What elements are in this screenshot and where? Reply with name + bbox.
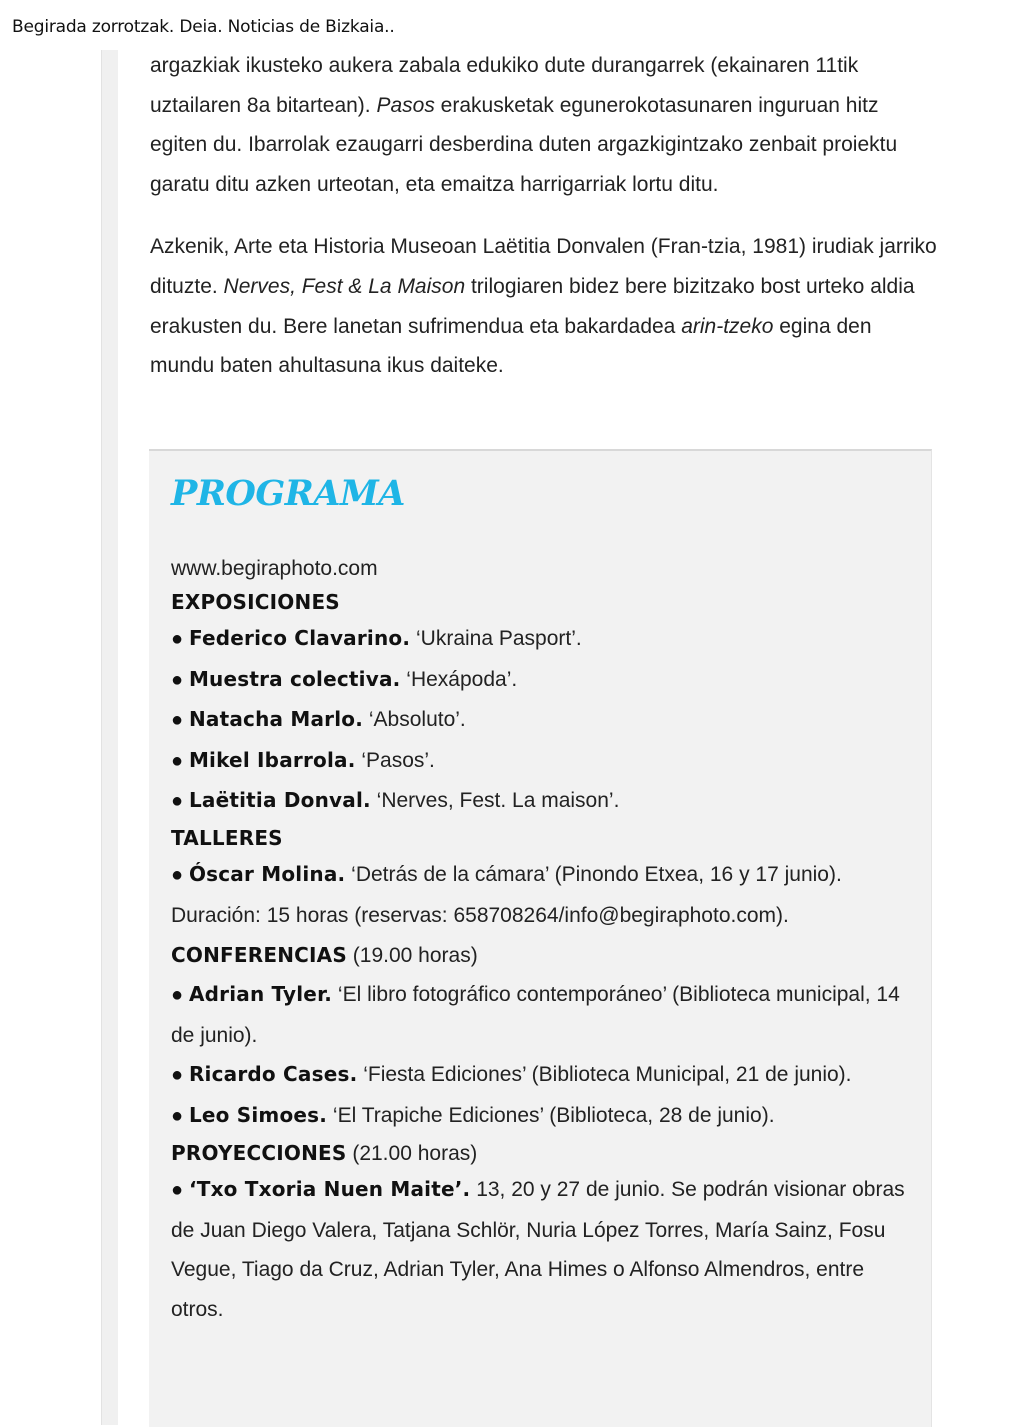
bullet-icon: ●: [171, 864, 184, 887]
website-link[interactable]: www.begiraphoto.com: [171, 557, 378, 580]
running-header: Begirada zorrotzak. Deia. Noticias de Bizkaia..: [12, 17, 395, 37]
section-heading-exposiciones: EXPOSICIONES: [171, 589, 340, 614]
italic-title: Pasos: [376, 93, 435, 117]
article-paragraph: Azkenik, Arte eta Historia Museoan Laëtitia Donvalen (Fran-tzia, 1981) irudiak jarriko dituzte. Nerves, Fest & La Maison trilogiaren bidez bere bizitzako bost urteko aldia erakusten du. Bere lanetan sufrimendua eta bakardadea arin-tzeko egina den mundu baten ahultasuna ikus daiteke.: [150, 235, 937, 378]
section-heading-talleres: TALLERES: [171, 825, 283, 850]
list-item: ● Federico Clavarino. ‘Ukraina Pasport’.: [171, 626, 582, 650]
section-heading-conferencias: CONFERENCIAS (19.00 horas): [171, 942, 478, 967]
list-item: ● Ricardo Cases. ‘Fiesta Ediciones’ (Biblioteca Municipal, 21 de junio).: [171, 1062, 852, 1087]
bullet-icon: ●: [171, 709, 184, 732]
list-item: ● Muestra colectiva. ‘Hexápoda’.: [171, 666, 518, 691]
bullet-icon: ●: [171, 749, 184, 772]
left-margin-bar: [101, 50, 118, 1425]
bullet-icon: ●: [171, 668, 184, 691]
programa-title: PROGRAMA: [171, 473, 405, 514]
list-item: ● Natacha Marlo. ‘Absoluto’.: [171, 707, 466, 732]
bullet-icon: ●: [171, 790, 184, 813]
bullet-icon: ●: [171, 984, 184, 1007]
list-item: ● Adrian Tyler. ‘El libro fotográfico contemporáneo’ (Biblioteca municipal, 14 de junio).: [171, 982, 900, 1047]
programa-box: [149, 449, 932, 1427]
bullet-icon: ●: [171, 628, 184, 650]
bullet-icon: ●: [171, 1179, 184, 1202]
article-body: [150, 46, 940, 386]
article-paragraph: argazkiak ikusteko aukera zabala edukiko dute durangarrek (ekainaren 11tik uztailaren 8a bitartean). Pasos erakusketak egunerokotasunaren inguruan hitz egiten du. Ibarrolak ezaugarri desberdina duten argazkigintzako zenbait proiektu garatu ditu azken urteotan, eta emaitza harrigarriak lortu ditu.: [150, 54, 898, 196]
italic-word: arin-tzeko: [681, 314, 774, 338]
italic-title: Nerves, Fest & La Maison: [223, 274, 466, 298]
list-item: ● Óscar Molina. ‘Detrás de la cámara’ (Pinondo Etxea, 16 y 17 junio). Duración: 15 horas (reservas: 658708264/info@begiraphoto.com).: [171, 862, 842, 928]
bullet-icon: ●: [171, 1064, 184, 1087]
bullet-icon: ●: [171, 1105, 184, 1128]
list-item: ● ‘Txo Txoria Nuen Maite’. 13, 20 y 27 de junio. Se podrán visionar obras de Juan Diego Valera, Tatjana Schlör, Nuria López Torres, María Sainz, Fosu Vegue, Tiago da Cruz, Adrian Tyler, Ana Himes o Alfonso Almendros, entre otros.: [171, 1177, 905, 1321]
section-heading-proyecciones: PROYECCIONES (21.00 horas): [171, 1140, 478, 1165]
list-item: ● Mikel Ibarrola. ‘Pasos’.: [171, 747, 435, 772]
programa-content: [171, 552, 911, 1330]
list-item: ● Leo Simoes. ‘El Trapiche Ediciones’ (Biblioteca, 28 de junio).: [171, 1103, 775, 1128]
list-item: ● Laëtitia Donval. ‘Nerves, Fest. La maison’.: [171, 788, 620, 813]
